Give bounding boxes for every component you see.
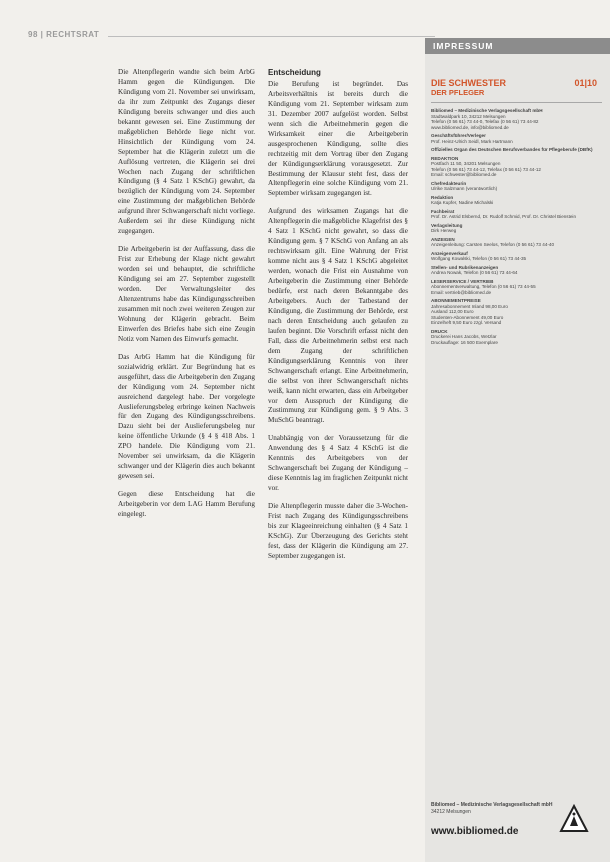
impressum-section	[431, 237, 599, 248]
paragraph: Die Altenpflegerin musste daher die 3-Wochen-Frist nach Zugang des Kündigungsschreibens bis zur Klageeinreichung einhalten (§ 4 Satz 1 KSchG). Zur Überzeugung des Gerichts steht fest, dass der Klägerin die Kündigung am 27. September zugegangen ist.	[268, 502, 408, 560]
running-head: 98 | RECHTSRAT	[28, 30, 100, 39]
impressum-section	[431, 223, 599, 234]
issue-number: 01|10	[574, 78, 597, 88]
impressum-text: Andrea Nowak, Telefon (0 56 61) 73 44-64	[431, 270, 518, 275]
impressum-section	[431, 156, 599, 178]
impressum-label: Anzeigenverkauf	[431, 250, 468, 256]
impressum-section	[431, 195, 599, 206]
logo-line-2: DER PFLEGER	[431, 88, 485, 97]
impressum-label: Offizielles Organ des Deutschen Berufsverbandes für Pflegeberufe (DBfK)	[431, 147, 593, 152]
impressum-text: Postfach 11 50, 34201 Melsungen Telefon (0 56 61) 73 44-12, Telefax (0 56 61) 73 44-12 Email: schwester@bibliomed.de	[431, 161, 541, 177]
impressum-sidebar	[425, 38, 610, 862]
magazine-logo	[431, 78, 601, 100]
impressum-section	[431, 147, 599, 153]
article-column-1	[118, 68, 255, 528]
impressum-label: LESERSERVICE / VERTRIEB	[431, 278, 494, 284]
impressum-label: Verlagsleitung	[431, 222, 463, 228]
impressum-label: Chefredakteurin	[431, 180, 467, 186]
warning-triangle-icon	[559, 804, 589, 834]
paragraph: Die Berufung ist begründet. Das Arbeitsverhältnis ist bereits durch die Kündigung vom 21. September wirksam zum 31. Dezember 2007 aufgelöst worden. Selbst wenn sich die Arbeitnehmerin gegen die Wirksamkeit einer die Arbeitgeberin ausgesprochenen Kündigung, sollte dies rechtzeitig mit dem Vortrag über den Zugang der Kündigungserklärung vorausgesetzt. Zur Bestimmung der Klausur steht fest, dass der Altenpflegerin eine solche Kündigung vom 21. September wirksam zugegangen ist.	[268, 79, 408, 198]
impressum-label: Geschäftsführer/Verleger	[431, 133, 486, 138]
impressum-label: Redaktion	[431, 194, 454, 200]
impressum-text: Prof. Dr. Astrid Elsbernd, Dr. Rudolf Schmid, Prof. Dr. Christel Bienstein	[431, 214, 577, 219]
impressum-section	[431, 279, 599, 296]
impressum-text: Abonnementverwaltung, Telefon (0 56 61) 73 44-55 Email: vertrieb@bibliomed.de	[431, 284, 536, 295]
impressum-label: Stellen- und Rubrikenanzeigen	[431, 264, 499, 270]
publisher-name: Bibliomed – Medizinische Verlagsgesellschaft mbH	[431, 802, 553, 808]
impressum-section	[431, 298, 599, 326]
impressum-label: ABONNEMENTPREISE	[431, 298, 481, 303]
impressum-section	[431, 181, 599, 192]
logo-line-1: DIE SCHWESTER	[431, 78, 507, 88]
paragraph: Das ArbG Hamm hat die Kündigung für sozialwidrig erklärt. Zur Begründung hat es ausgeführt, dass die Arbeitgeberin den Zugang der Kündigung vom 24. September nicht ausreichend dargelegt habe. Der vorgelegte Auslieferungsbeleg erbringe keinen Nachweis für den Zugang des Kündigungsschreibens. Dazu sieht bei der Auslieferungsbeleg nur keine öffentliche Urkunde (§ 4 § 418 Abs. 1 ZPO handele. Die Kündigung vom 21. November sei unwirksam, da die Klägerin schwanger und der Klägerin dies auch bekannt gewesen sei.	[118, 352, 255, 481]
impressum-section	[431, 251, 599, 262]
impressum-body	[431, 108, 599, 348]
impressum-text: Katja Kupfer, Nadine Michalski	[431, 200, 494, 205]
impressum-section	[431, 329, 599, 346]
article-column-2	[268, 68, 408, 570]
paragraph: Aufgrund des wirksamen Zugangs hat die Altenpflegerin die maßgebliche Klagefrist des § 4 Satz 1 KSchG nicht gewahrt, so dass die Kündigung gem. § 7 KSchG von Anfang an als rechtswirksam gilt. Eine Wahrung der Frist komme nicht aus § 4 Satz 1 KSchG abgeleitet werden, wonach die Frist ein Ausnahme von Arbeitgeberin die Zustimmung einer Behörde bedürfe, erst nach deren Bekanntgabe des Arbeitgebers. Auch der Tatbestand der Kündigung, die Zustimmung der Behörde, erst nach deren Entscheidung auch gelaufen zu laufen beginnt. Die Vorschrift erfasst nicht den Fall, dass die Arbeitnehmerin selbst erst nach dem Zugang der schriftlichen Kündigungserklärung Kenntnis von ihrer Schwangerschaft erlangt. Eine Arbeitnehmerin, die selbst von ihrer Schwangerschaft nichts weiß, kann nicht erwarten, dass ein Arbeitgeber vor dem Ausspruch der Kündigung die Zustimmung zur Kündigung gem. § 9 Abs. 3 MuSchG beantragt.	[268, 207, 408, 425]
publisher-city: 34212 Melsungen	[431, 808, 471, 815]
paragraph: Gegen diese Entscheidung hat die Arbeitgeberin vor dem LAG Hamm Berufung eingelegt.	[118, 490, 255, 519]
paragraph: Die Altenpflegerin wandte sich beim ArbG Hamm gegen die Kündigungen. Die Kündigung vom 21. November sei unwirksam, da ihr zum Zeitpunkt des Zugangs dieser Kündigung bereits schwanger und dies auch bekannt gewesen sei. Eine Zustimmung der maßgeblichen Behörde liege nicht vor. Hinsichtlich der Kündigung vom 24. September hat die Klägerin zuletzt um die Auflösung vertreten, die Klägerin sei drei Wochen nach Zugang der schriftlichen Kündigung (§ 4 Satz 1 KSchG) gewahrt, da bezüglich der Kündigung vom 24. September eine Zustimmung der maßgeblichen Behörde aufgrund ihrer Schwangerschaft nicht vorliege. Außerdem sei ihr diese Kündigung nicht zugegangen.	[118, 68, 255, 236]
impressum-text: Jahresabonnement Inland 98,00 Euro Ausland 112,00 Euro Studenten-Abonnement 49,00 Euro Einzelheft 9,50 Euro zzgl. Versand	[431, 303, 508, 325]
paragraph: Die Arbeitgeberin ist der Auffassung, dass die Frist zur Erhebung der Klage nicht gewahrt worden sei und behauptet, die schriftliche Kündigung sei am 27. September zugestellt worden. Der Verwaltungsleiter des Altenzentrums habe das Kündigungsschreiben zusammen mit noch zwei weiteren Zeugen zur Wohnung der Klägerin gebracht. Beim Einwerfen des Briefes habe sich eine Zeugin Notiz vom Namen des Einwurfs gemacht.	[118, 245, 255, 343]
impressum-section	[431, 265, 599, 276]
impressum-text: Anzeigenleitung: Carsten Seelos, Telefon (0 56 61) 73 44-40	[431, 242, 555, 247]
logo-divider	[431, 102, 602, 103]
header-rule	[108, 36, 435, 37]
impressum-section	[431, 209, 599, 220]
paragraph: Unabhängig von der Voraussetzung für die Anwendung des § 4 Satz 4 KSchG ist die Kenntnis des Arbeitgebers von der Schwangerschaft bei Zugang der Kündigung – diese Kenntnis lag im fraglichen Zeitpunkt nicht vor.	[268, 434, 408, 493]
impressum-title: IMPRESSUM	[425, 38, 610, 54]
impressum-text: Prof. Heinz-Ulrich Seidl, Mark Hartmann	[431, 138, 513, 144]
impressum-label: DRUCK	[431, 328, 448, 334]
impressum-text: Wolfgang Kowalski, Telefon (0 56 61) 73 44-35	[431, 256, 527, 261]
impressum-label: REDAKTION	[431, 155, 459, 161]
impressum-text: Stadtwaldpark 10, 34212 Melsungen Telefon (0 56 61) 73 44-0, Telefax (0 56 61) 73 44-82 www.bibliomed.de, info@bibliomed.de	[431, 113, 539, 130]
website-link[interactable]: www.bibliomed.de	[431, 826, 519, 837]
impressum-label: Fachbeirat	[431, 208, 455, 214]
impressum-label: Bibliomed – Medizinische Verlagsgesellschaft mbH	[431, 108, 543, 113]
impressum-text: Ulrike Salzmann (verantwortlich)	[431, 186, 498, 191]
section-heading: Entscheidung	[268, 68, 321, 77]
impressum-text: Dirk Herweg	[431, 228, 457, 233]
impressum-section	[431, 108, 599, 130]
impressum-section	[431, 133, 599, 144]
impressum-text: Druckerei Hans Jacobs, Wetzlar Druckauflage: 16 500 Exemplare	[431, 334, 498, 345]
impressum-label: ANZEIGEN	[431, 236, 455, 242]
